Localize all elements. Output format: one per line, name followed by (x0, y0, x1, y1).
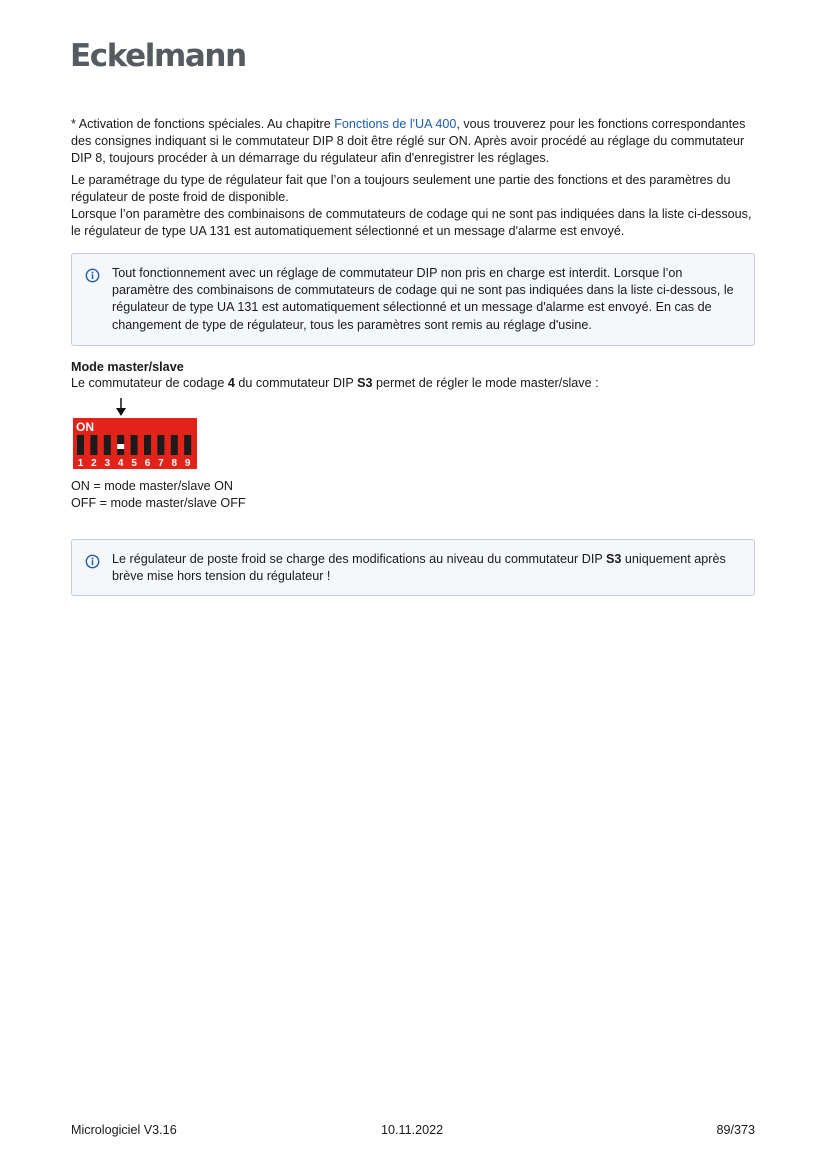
arrow-down-icon (116, 398, 126, 416)
dip-switch-6 (144, 435, 151, 455)
footer-date: 10.11.2022 (381, 1123, 444, 1137)
intro-paragraph-1: * Activation de fonctions spéciales. Au chapitre Fonctions de l'UA 400, vous trouverez pour les fonctions correspondantes des consignes indiquant si le commutateur DIP 8 doit être réglé sur ON. Après avoir procédé au réglage du commutateur DIP 8, toujours procéder à un démarrage du régulateur afin d'enregistrer les réglages. (71, 117, 746, 165)
dip-switch-diagram (73, 396, 201, 476)
chapter-link[interactable]: Fonctions de l'UA 400 (334, 117, 457, 131)
dip-switch-figure (71, 396, 755, 476)
dip-number-5: 5 (131, 458, 137, 469)
section-heading: Mode master/slave (71, 360, 184, 375)
dip-number-6: 6 (144, 458, 151, 469)
info-icon (85, 268, 100, 283)
footer-software-version: Micrologiciel V3.16 (71, 1123, 177, 1137)
dip-number-3: 3 (104, 458, 111, 469)
info-note-2 (71, 539, 755, 597)
dip-switch-2 (90, 435, 97, 455)
info-note-1 (71, 253, 755, 347)
dip-number-9: 9 (184, 458, 191, 469)
dip-number-7: 7 (158, 458, 164, 469)
info-icon (85, 554, 100, 569)
page-footer (71, 1123, 755, 1139)
dip-number-8: 8 (171, 458, 178, 469)
intro-paragraph-2: Le paramétrage du type de régulateur fait que l’on a toujours seulement une partie des fonctions et des paramètres du régulateur de poste froid de disponible. (71, 173, 731, 205)
dip-number-4: 4 (117, 458, 124, 469)
dip-switch-5 (131, 435, 138, 455)
page-content (71, 116, 755, 596)
dip-switch-8 (171, 435, 178, 455)
intro-paragraph-3: Lorsque l’on paramètre des combinaisons de commutateurs de codage qui ne sont pas indiquées dans la liste ci-dessous, le régulateur de type UA 131 est automatiquement sélectionné et un message d'alarme est envoyé. (71, 206, 752, 238)
dip-switch-3 (104, 435, 111, 455)
mode-on-line: ON = mode master/slave ON (71, 479, 234, 493)
info-note-2-text: Le régulateur de poste froid se charge des modifications au niveau du commutateur DIP S3 uniquement après brève mise hors tension du régulateur ! (112, 551, 726, 583)
dip-on-label: ON (76, 420, 94, 434)
info-note-1-text: Tout fonctionnement avec un réglage de commutateur DIP non pris en charge est interdit. Lorsque l’on paramètre des combinaisons de commutateurs de codage qui ne sont pas indiquées dans la liste ci-dessous, le régulateur de type UA 131 est automatiquement sélectionné et un message d'alarme est envoyé. En cas de changement de type de régulateur, tous les paramètres sont remis au réglage d'usine. (112, 265, 734, 332)
section-description: Le commutateur de codage 4 du commutateur DIP S3 permet de régler le mode master/slave : (71, 376, 599, 391)
dip-number-2: 2 (91, 458, 97, 469)
dip-switch-knob-selected (117, 444, 124, 449)
eckelmann-logo: Eckelmann (70, 38, 246, 74)
footer-page-number: 89/373 (716, 1123, 755, 1137)
dip-switch-9 (184, 435, 191, 455)
mode-off-line: OFF = mode master/slave OFF (71, 495, 246, 510)
dip-number-1: 1 (77, 458, 84, 469)
dip-switch-7 (157, 435, 164, 455)
dip-switch-1 (77, 435, 84, 455)
